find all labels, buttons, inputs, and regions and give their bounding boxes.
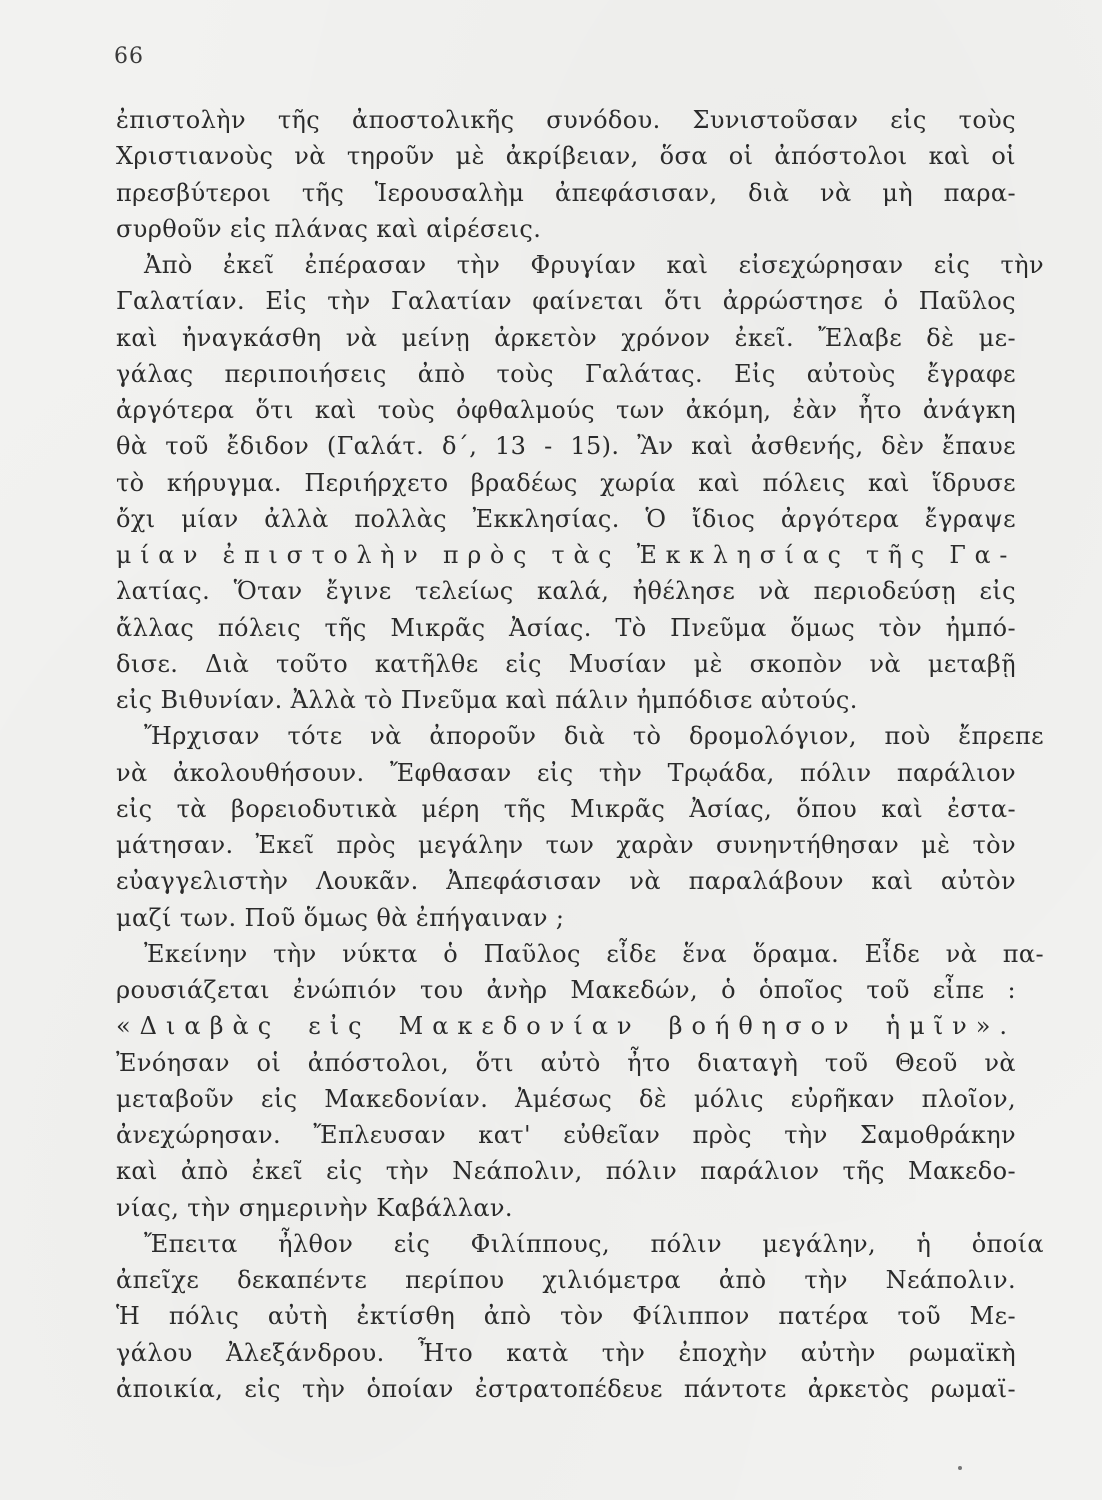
- text-line: Ἤρχισαν τότε νὰ ἀποροῦν διὰ τὸ δρομολόγιον, ποὺ ἔπρεπε: [144, 722, 1044, 751]
- text-line: πρεσβύτεροι τῆς Ἱερουσαλὴμ ἀπεφάσισαν, διὰ νὰ μὴ παρα-: [116, 178, 1016, 207]
- text-line: γάλας περιποιήσεις ἀπὸ τοὺς Γαλάτας. Εἰς αὐτοὺς ἔγραφε: [116, 359, 1016, 388]
- text-line: μάτησαν. Ἐκεῖ πρὸς μεγάλην των χαρὰν συνηντήθησαν μὲ τὸν: [116, 831, 1016, 859]
- text-line: μεταβοῦν εἰς Μακεδονίαν. Ἀμέσως δὲ μόλις εὐρῆκαν πλοῖον,: [116, 1084, 1016, 1113]
- text-line: εἰς Βιθυνίαν. Ἀλλὰ τὸ Πνεῦμα καὶ πάλιν ἠμπόδισε αὐτούς.: [116, 686, 858, 714]
- text-line: μαζί των. Ποῦ ὅμως θὰ ἐπήγαιναν ;: [116, 903, 565, 932]
- text-line: Ἐκείνην τὴν νύκτα ὁ Παῦλος εἶδε ἕνα ὅραμα. Εἶδε νὰ πα-: [144, 939, 1044, 968]
- text-line: ὄχι μίαν ἀλλὰ πολλὰς Ἐκκλησίας. Ὁ ἴδιος ἀργότερα ἔγραψε: [116, 504, 1016, 533]
- text-line: Ἀπὸ ἐκεῖ ἐπέρασαν τὴν Φρυγίαν καὶ εἰσεχώρησαν εἰς τὴν: [144, 251, 1044, 279]
- text-line: Χριστιανοὺς νὰ τηροῦν μὲ ἀκρίβειαν, ὅσα οἱ ἀπόστολοι καὶ οἱ: [116, 142, 1016, 171]
- text-line: δισε. Διὰ τοῦτο κατῆλθε εἰς Μυσίαν μὲ σκοπὸν νὰ μεταβῇ: [116, 649, 1016, 678]
- text-line: συρθοῦν εἰς πλάνας καὶ αἱρέσεις.: [116, 214, 542, 243]
- text-line: λατίας. Ὅταν ἔγινε τελείως καλά, ἠθέλησε νὰ περιοδεύσῃ εἰς: [116, 577, 1016, 606]
- text-line: Ἡ πόλις αὐτὴ ἐκτίσθη ἀπὸ τὸν Φίλιππον πατέρα τοῦ Με-: [116, 1302, 1016, 1331]
- text-line: εἰς τὰ βορειοδυτικὰ μέρη τῆς Μικρᾶς Ἀσίας, ὅπου καὶ ἐστα-: [116, 794, 1016, 823]
- text-line: ἐπιστολὴν τῆς ἀποστολικῆς συνόδου. Συνιστοῦσαν εἰς τοὺς: [116, 106, 1016, 134]
- page-number: 66: [114, 44, 144, 69]
- ink-speck: [958, 1466, 962, 1470]
- text-line: καὶ ἀπὸ ἐκεῖ εἰς τὴν Νεάπολιν, πόλιν παράλιον τῆς Μακεδο-: [116, 1157, 1016, 1186]
- text-line: ἀνεχώρησαν. Ἔπλευσαν κατ' εὐθεῖαν πρὸς τὴν Σαμοθράκην: [116, 1121, 1016, 1149]
- text-line: «Διαβὰς εἰς Μακεδονίαν βοήθησον ἡμῖν».: [116, 1012, 1016, 1041]
- body-text: [116, 102, 1044, 1407]
- text-line: νὰ ἀκολουθήσουν. Ἔφθασαν εἰς τὴν Τρῳάδα, πόλιν παράλιον: [116, 758, 1016, 787]
- text-line: Ἔπειτα ἦλθον εἰς Φιλίππους, πόλιν μεγάλην, ἡ ὁποία: [144, 1229, 1044, 1258]
- text-line: τὸ κήρυγμα. Περιήρχετο βραδέως χωρία καὶ πόλεις καὶ ἵδρυσε: [116, 468, 1016, 497]
- text-line: Ἐνόησαν οἱ ἀπόστολοι, ὅτι αὐτὸ ἦτο διαταγὴ τοῦ Θεοῦ νὰ: [116, 1048, 1016, 1077]
- text-line: νίας, τὴν σημερινὴν Καβάλλαν.: [116, 1193, 513, 1222]
- text-line: μίαν ἐπιστολὴν πρὸς τὰς Ἐκκλησίας τῆς Γα-: [116, 541, 1017, 569]
- text-line: θὰ τοῦ ἔδιδον (Γαλάτ. δ΄, 13 - 15). Ἂν καὶ ἀσθενής, δὲν ἔπαυε: [116, 432, 1016, 461]
- text-line: εὐαγγελιστὴν Λουκᾶν. Ἀπεφάσισαν νὰ παραλάβουν καὶ αὐτὸν: [116, 867, 1016, 896]
- text-line: ρουσιάζεται ἐνώπιόν του ἀνὴρ Μακεδών, ὁ ὁποῖος τοῦ εἶπε :: [116, 976, 1016, 1004]
- text-line: Γαλατίαν. Εἰς τὴν Γαλατίαν φαίνεται ὅτι ἀρρώστησε ὁ Παῦλος: [116, 287, 1016, 316]
- text-line: ἀπεῖχε δεκαπέντε περίπου χιλιόμετρα ἀπὸ τὴν Νεάπολιν.: [116, 1266, 1016, 1294]
- text-line: καὶ ἠναγκάσθη νὰ μείνῃ ἀρκετὸν χρόνον ἐκεῖ. Ἔλαβε δὲ με-: [116, 323, 1016, 352]
- text-line: ἄλλας πόλεις τῆς Μικρᾶς Ἀσίας. Τὸ Πνεῦμα ὅμως τὸν ἠμπό-: [116, 613, 1016, 642]
- text-line: ἀποικία, εἰς τὴν ὁποίαν ἐστρατοπέδευε πάντοτε ἀρκετὸς ρωμαϊ-: [116, 1374, 1016, 1403]
- text-line: ἀργότερα ὅτι καὶ τοὺς ὀφθαλμούς των ἀκόμη, ἐὰν ἦτο ἀνάγκη: [116, 396, 1016, 424]
- text-line: γάλου Ἀλεξάνδρου. Ἦτο κατὰ τὴν ἐποχὴν αὐτὴν ρωμαϊκὴ: [116, 1338, 1016, 1367]
